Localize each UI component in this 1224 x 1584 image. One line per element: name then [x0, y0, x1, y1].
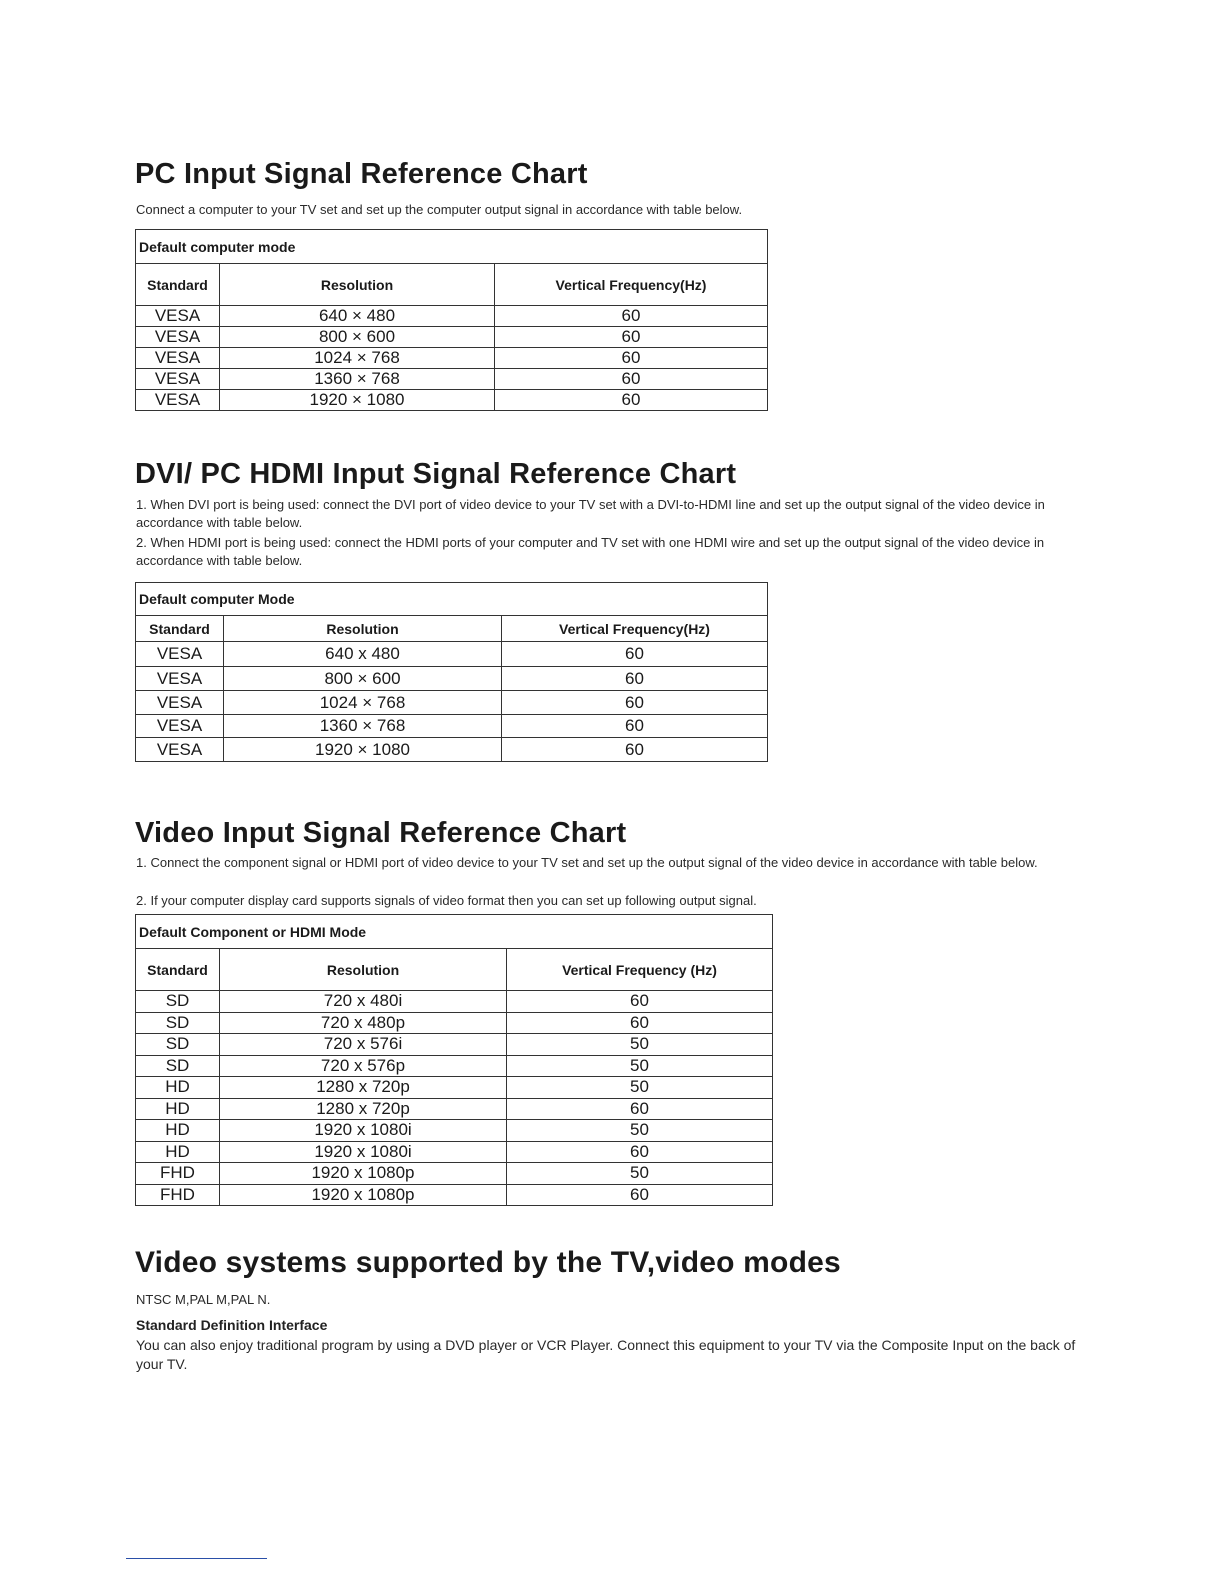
- cell-resolution: 1024 × 768: [224, 691, 502, 715]
- cell-standard: VESA: [136, 390, 220, 411]
- cell-standard: SD: [136, 1034, 220, 1056]
- video-chart-paragraph-1: 1. Connect the component signal or HDMI port of video device to your TV set and set up the output signal of the video device in accordance with table below.: [136, 855, 1038, 870]
- cell-standard: VESA: [136, 327, 220, 348]
- cell-standard: VESA: [136, 667, 224, 691]
- cell-frequency: 50: [507, 1120, 773, 1142]
- cell-standard: HD: [136, 1098, 220, 1120]
- cell-standard: FHD: [136, 1184, 220, 1206]
- video-chart-paragraph-2: 2. If your computer display card supports signals of video format then you can set up following output signal.: [136, 893, 757, 908]
- cell-frequency: 60: [495, 348, 768, 369]
- cell-frequency: 60: [502, 691, 768, 715]
- cell-frequency: 60: [495, 369, 768, 390]
- cell-standard: FHD: [136, 1163, 220, 1185]
- cell-standard: SD: [136, 1055, 220, 1077]
- table-row: [136, 642, 768, 667]
- cell-standard: VESA: [136, 738, 224, 762]
- cell-standard: SD: [136, 991, 220, 1013]
- dvi-table-caption: Default computer Mode: [136, 583, 768, 616]
- video-systems-list: NTSC M,PAL M,PAL N.: [136, 1292, 271, 1307]
- table-row: [136, 1184, 773, 1206]
- cell-resolution: 720 x 576p: [220, 1055, 507, 1077]
- cell-frequency: 60: [507, 1098, 773, 1120]
- cell-frequency: 60: [507, 1141, 773, 1163]
- cell-frequency: 50: [507, 1163, 773, 1185]
- cell-standard: VESA: [136, 306, 220, 327]
- cell-standard: HD: [136, 1077, 220, 1099]
- cell-standard: SD: [136, 1012, 220, 1034]
- table-row: [136, 1034, 773, 1056]
- cell-resolution: 1280 x 720p: [220, 1098, 507, 1120]
- pc-chart-intro: Connect a computer to your TV set and set up the computer output signal in accordance with table below.: [136, 202, 743, 217]
- table-row: [136, 738, 768, 762]
- cell-standard: VESA: [136, 691, 224, 715]
- cell-resolution: 1360 × 768: [220, 369, 495, 390]
- pc-signal-table: [135, 229, 768, 411]
- column-header-standard: Standard: [136, 616, 224, 642]
- footer-rule: [126, 1558, 267, 1559]
- dvi-signal-table: [135, 582, 768, 762]
- column-header-resolution: Resolution: [224, 616, 502, 642]
- cell-frequency: 50: [507, 1055, 773, 1077]
- table-row: [136, 667, 768, 691]
- table-row: [136, 1141, 773, 1163]
- cell-resolution: 1280 x 720p: [220, 1077, 507, 1099]
- table-row: [136, 991, 773, 1013]
- cell-resolution: 1920 × 1080: [220, 390, 495, 411]
- table-row: [136, 1055, 773, 1077]
- table-row: [136, 1012, 773, 1034]
- cell-frequency: 60: [502, 667, 768, 691]
- cell-resolution: 720 x 576i: [220, 1034, 507, 1056]
- cell-frequency: 50: [507, 1077, 773, 1099]
- cell-resolution: 1920 x 1080p: [220, 1163, 507, 1185]
- table-row: [136, 390, 768, 411]
- cell-frequency: 60: [502, 738, 768, 762]
- table-row: [136, 348, 768, 369]
- cell-resolution: 1024 × 768: [220, 348, 495, 369]
- table-row: [136, 327, 768, 348]
- cell-standard: VESA: [136, 715, 224, 738]
- cell-frequency: 60: [502, 642, 768, 667]
- cell-frequency: 60: [507, 1012, 773, 1034]
- cell-resolution: 640 x 480: [224, 642, 502, 667]
- dvi-chart-paragraph-1: 1. When DVI port is being used: connect the DVI port of video device to your TV set with a DVI-to-HDMI line and set up the output signal of the video device in accordance with table below.: [136, 497, 1045, 530]
- column-header-standard: Standard: [136, 949, 220, 991]
- cell-frequency: 60: [495, 306, 768, 327]
- cell-resolution: 720 x 480p: [220, 1012, 507, 1034]
- video-systems-title: Video systems supported by the TV,video modes: [135, 1246, 841, 1279]
- cell-resolution: 640 × 480: [220, 306, 495, 327]
- pc-table-caption: Default computer mode: [136, 230, 768, 264]
- cell-standard: HD: [136, 1141, 220, 1163]
- column-header-resolution: Resolution: [220, 264, 495, 306]
- table-row: [136, 1077, 773, 1099]
- column-header-resolution: Resolution: [220, 949, 507, 991]
- column-header-frequency: Vertical Frequency (Hz): [507, 949, 773, 991]
- cell-standard: HD: [136, 1120, 220, 1142]
- table-row: [136, 369, 768, 390]
- cell-frequency: 60: [502, 715, 768, 738]
- column-header-frequency: Vertical Frequency(Hz): [502, 616, 768, 642]
- video-table-caption: Default Component or HDMI Mode: [136, 915, 773, 949]
- column-header-frequency: Vertical Frequency(Hz): [495, 264, 768, 306]
- standard-definition-heading: Standard Definition Interface: [136, 1317, 328, 1333]
- cell-resolution: 800 × 600: [220, 327, 495, 348]
- table-row: [136, 691, 768, 715]
- pc-chart-title: PC Input Signal Reference Chart: [135, 158, 588, 190]
- cell-standard: VESA: [136, 642, 224, 667]
- standard-definition-body: You can also enjoy traditional program by using a DVD player or VCR Player. Connect this equipment to your TV via the Composite Input on the back of your TV.: [136, 1337, 1076, 1372]
- video-signal-table: [135, 914, 773, 1206]
- cell-frequency: 50: [507, 1034, 773, 1056]
- table-row: [136, 1163, 773, 1185]
- cell-resolution: 1920 x 1080i: [220, 1141, 507, 1163]
- cell-resolution: 720 x 480i: [220, 991, 507, 1013]
- cell-resolution: 1920 x 1080i: [220, 1120, 507, 1142]
- table-row: [136, 715, 768, 738]
- cell-frequency: 60: [507, 991, 773, 1013]
- table-row: [136, 1120, 773, 1142]
- cell-frequency: 60: [507, 1184, 773, 1206]
- dvi-chart-paragraph-2: 2. When HDMI port is being used: connect the HDMI ports of your computer and TV set with one HDMI wire and set up the output signal of the video device in accordance with table below.: [136, 535, 1045, 568]
- cell-frequency: 60: [495, 390, 768, 411]
- cell-resolution: 1920 × 1080: [224, 738, 502, 762]
- video-chart-title: Video Input Signal Reference Chart: [135, 817, 627, 849]
- dvi-chart-title: DVI/ PC HDMI Input Signal Reference Chart: [135, 458, 737, 490]
- cell-standard: VESA: [136, 348, 220, 369]
- cell-frequency: 60: [495, 327, 768, 348]
- cell-resolution: 1920 x 1080p: [220, 1184, 507, 1206]
- table-row: [136, 1098, 773, 1120]
- column-header-standard: Standard: [136, 264, 220, 306]
- cell-resolution: 1360 × 768: [224, 715, 502, 738]
- cell-standard: VESA: [136, 369, 220, 390]
- table-row: [136, 306, 768, 327]
- cell-resolution: 800 × 600: [224, 667, 502, 691]
